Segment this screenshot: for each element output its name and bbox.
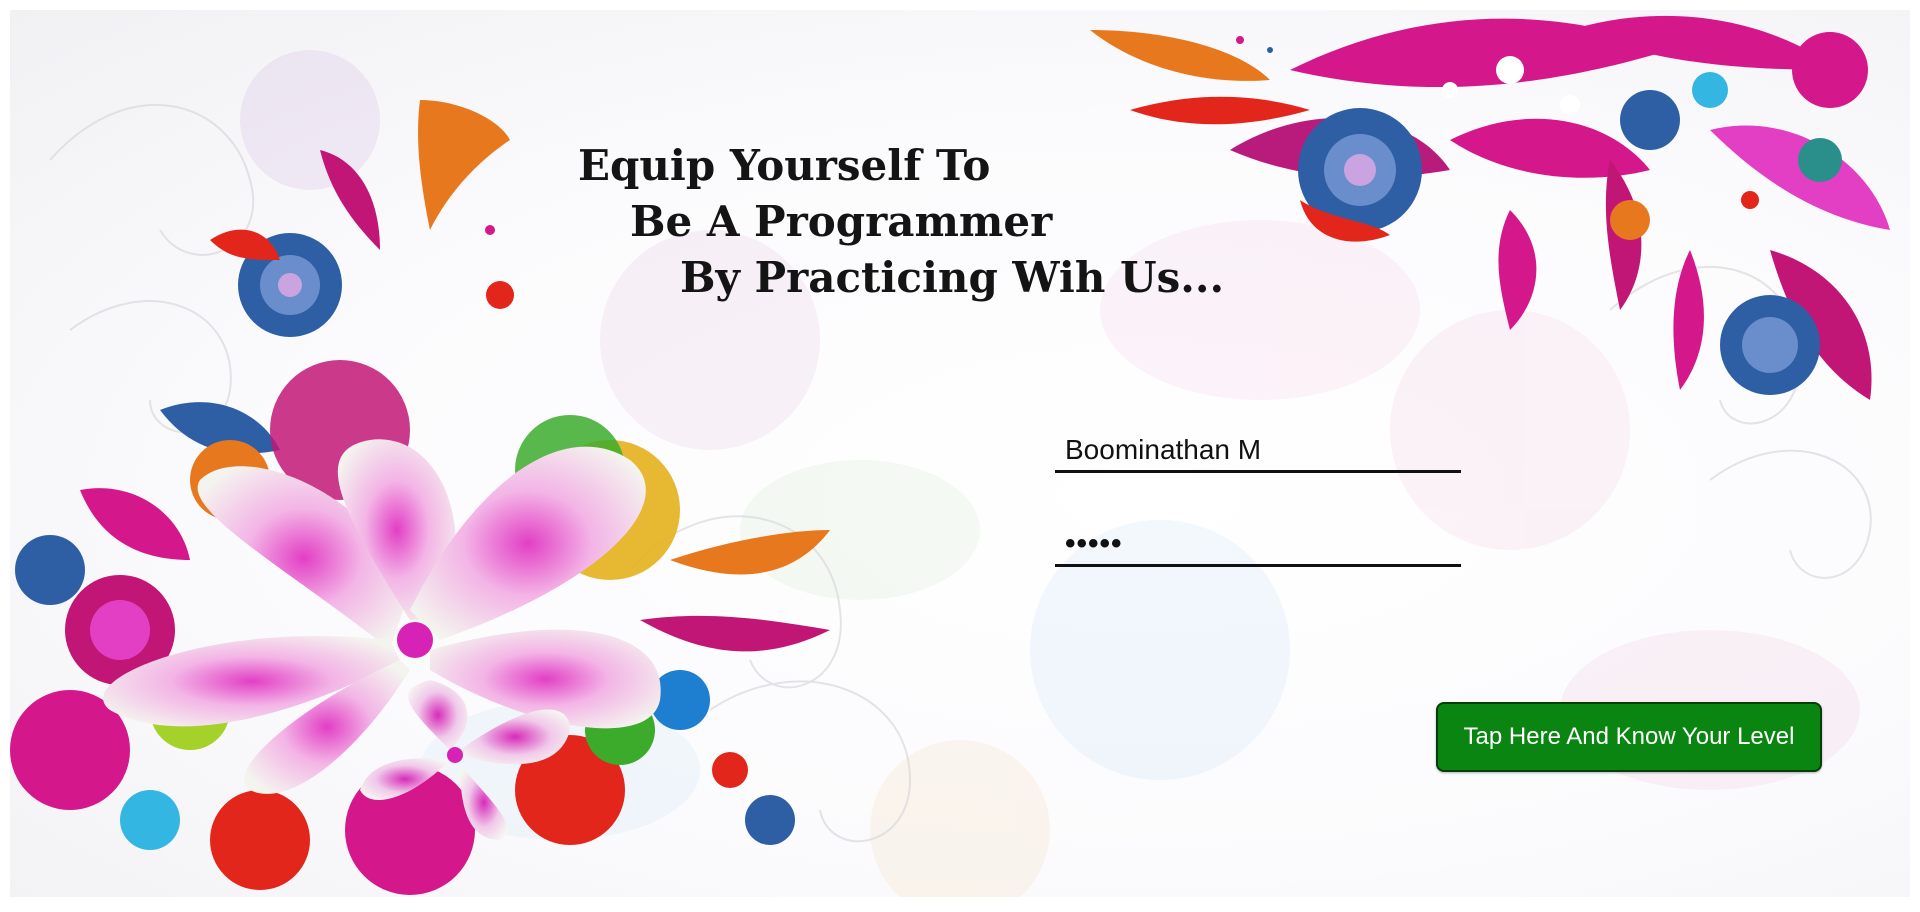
- login-page: [10, 10, 1910, 897]
- username-input[interactable]: [1055, 429, 1461, 473]
- know-your-level-button[interactable]: Tap Here And Know Your Level: [1436, 702, 1822, 772]
- headline-line-3: By Practicing Wih Us...: [680, 253, 1225, 302]
- headline-line-2: Be A Programmer: [630, 197, 1053, 246]
- password-input[interactable]: [1055, 523, 1461, 567]
- page-headline: [578, 138, 1224, 306]
- headline-line-1: Equip Yourself To: [578, 141, 991, 190]
